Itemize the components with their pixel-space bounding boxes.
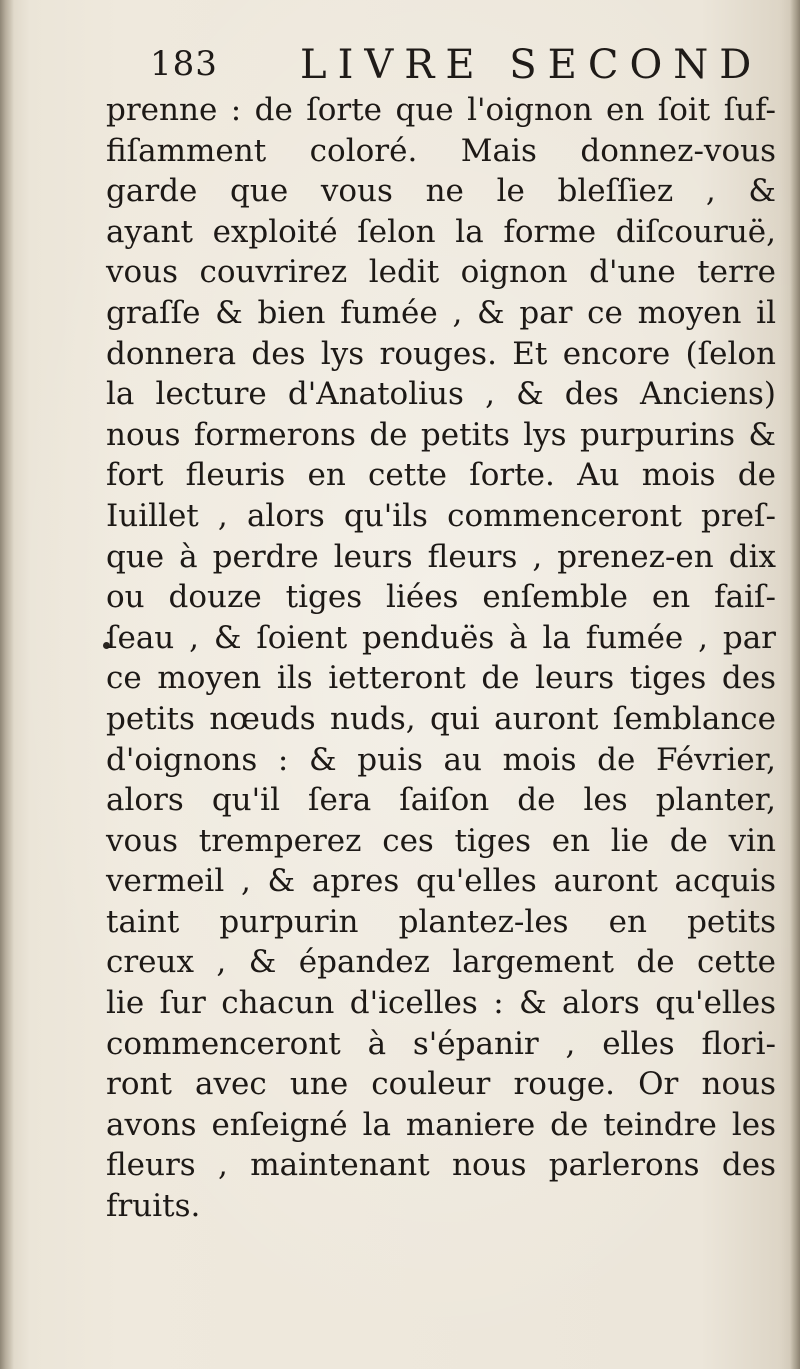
running-title: LIVRE SECOND bbox=[300, 42, 763, 88]
text-line: vous couvrirez ledit oignon d'une terre bbox=[106, 254, 776, 291]
text-line: alors qu'il ſera ſaiſon de les planter, bbox=[106, 782, 776, 819]
text-line: vous tremperez ces tiges en lie de vin bbox=[106, 822, 776, 859]
text-line: fort fleuris en cette ſorte. Au mois de bbox=[106, 457, 776, 494]
text-line: Iuillet , alors qu'ils commenceront preſ- bbox=[106, 497, 776, 534]
body-text bbox=[106, 90, 776, 1227]
running-header bbox=[150, 42, 770, 94]
text-line: prenne : de ſorte que l'oignon en ſoit ſuf- bbox=[106, 92, 776, 128]
text-line: graſſe & bien fumée , & par ce moyen il bbox=[106, 294, 776, 331]
text-line: commenceront à s'épanir , elles flori- bbox=[106, 1025, 776, 1062]
text-line: ſeau , & ſoient penduës à la fumée , par bbox=[106, 619, 776, 656]
text-line: ce moyen ils ietteront de leurs tiges des bbox=[106, 660, 776, 697]
text-line: d'oignons : & puis au mois de Février, bbox=[106, 741, 776, 778]
text-line: fleurs , maintenant nous parlerons des bbox=[106, 1147, 776, 1184]
text-line: fiſamment coloré. Mais donnez-vous bbox=[106, 132, 776, 169]
text-line: ou douze tiges liées enſemble en faiſ- bbox=[106, 579, 776, 616]
text-line: ayant exploité ſelon la forme diſcouruë, bbox=[106, 213, 776, 250]
text-line: fruits. bbox=[106, 1188, 201, 1225]
page-number: 183 bbox=[150, 44, 218, 84]
text-line: donnera des lys rouges. Et encore (ſelon bbox=[106, 335, 776, 372]
text-line: nous formerons de petits lys purpurins & bbox=[106, 416, 776, 453]
page-edge bbox=[790, 0, 800, 1369]
text-line: petits nœuds nuds, qui auront ſemblance bbox=[106, 700, 776, 737]
text-line: lie ſur chacun d'icelles : & alors qu'elles bbox=[106, 985, 776, 1022]
text-line: garde que vous ne le bleſſiez , & bbox=[106, 173, 776, 210]
text-line: taint purpurin plantez-les en petits bbox=[106, 903, 776, 940]
text-line: creux , & épandez largement de cette bbox=[106, 944, 776, 981]
text-line: avons enſeigné la maniere de teindre les bbox=[106, 1106, 776, 1143]
text-line: que à perdre leurs fleurs , prenez-en dix bbox=[106, 538, 776, 575]
gutter-shadow bbox=[0, 0, 14, 1369]
text-line: la lecture d'Anatolius , & des Anciens) bbox=[106, 376, 776, 413]
text-line: vermeil , & apres qu'elles auront acquis bbox=[106, 863, 776, 900]
text-line: ront avec une couleur rouge. Or nous bbox=[106, 1066, 776, 1103]
